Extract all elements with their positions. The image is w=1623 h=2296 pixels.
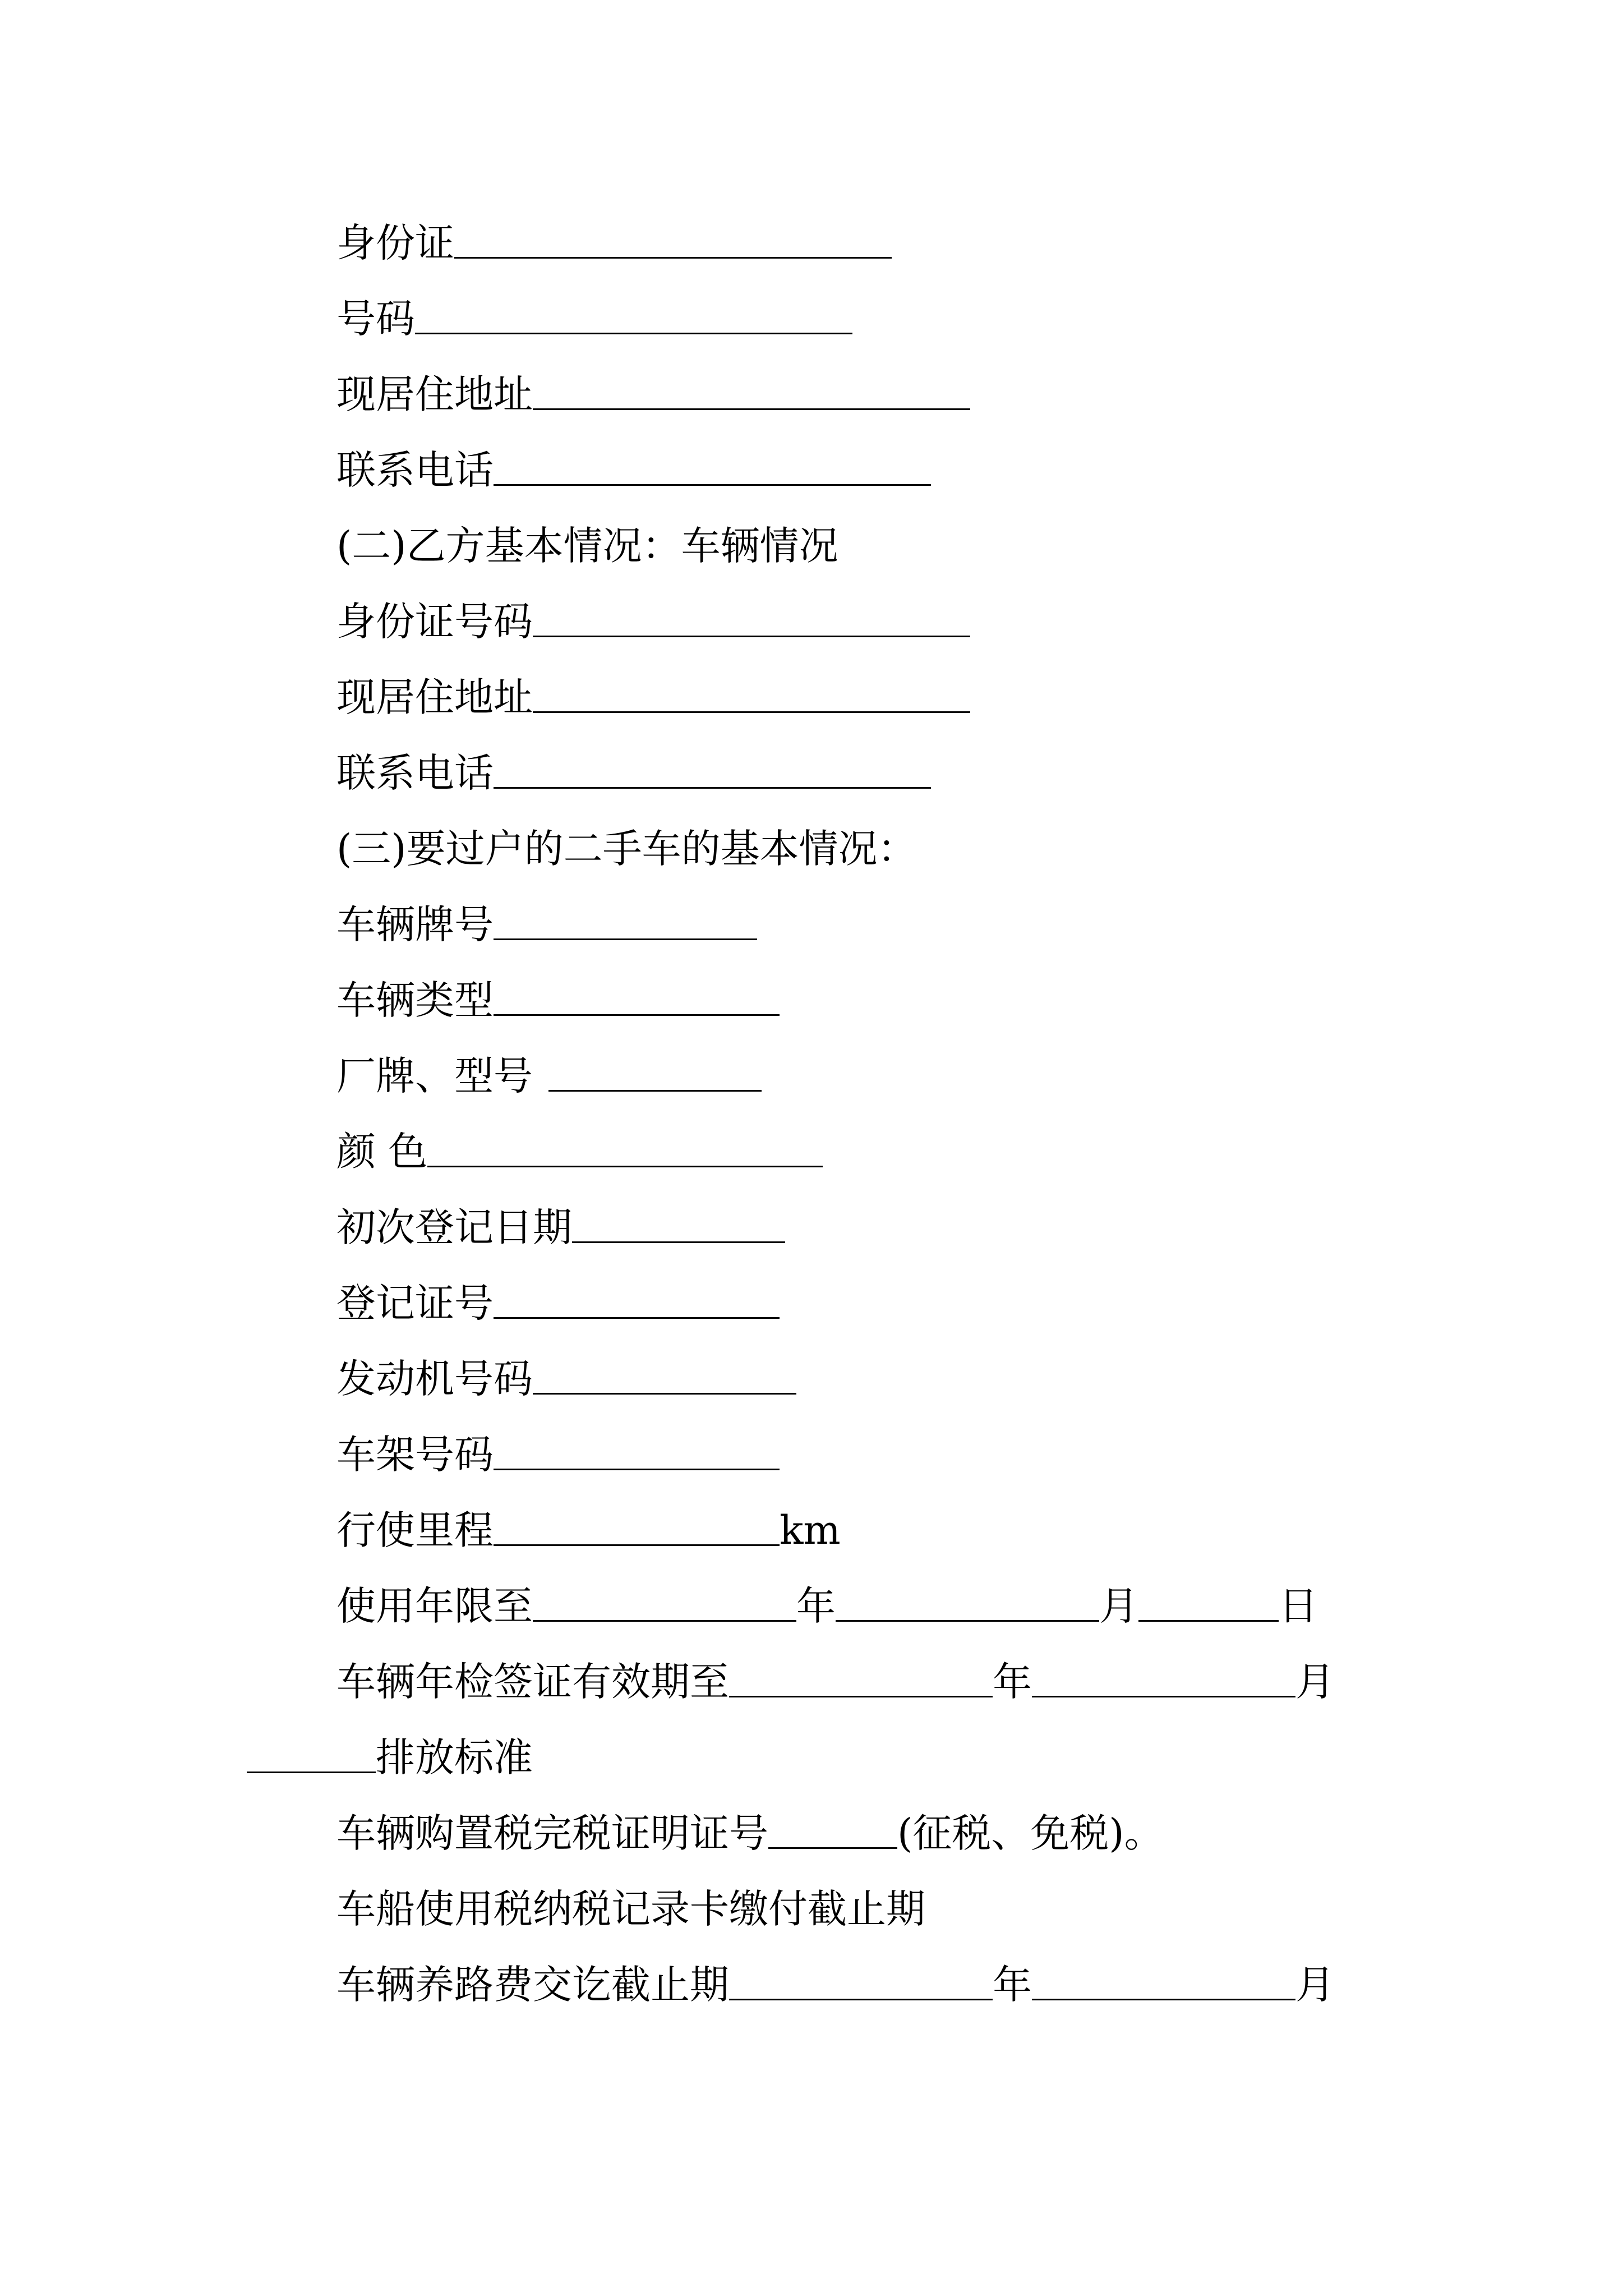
emission-line [247,1724,533,1791]
address-blank [533,379,970,410]
field-label: 号码 [336,296,415,342]
section-heading: (二)乙方基本情况：车辆情况 [336,523,838,569]
field-label: 车辆年检签证有效期至 [336,1659,729,1705]
brand-model-line [336,1042,762,1110]
id-card-blank [454,227,892,259]
field-label: 车辆养路费交讫截止期 [336,1962,729,2008]
registration-cert-blank [494,1287,780,1319]
color-blank [427,1136,823,1167]
field-label: 车辆类型 [336,977,494,1023]
mileage-line [336,1497,841,1564]
first-registration-blank [572,1212,785,1243]
party-b-id-line [336,588,970,655]
color-line [336,1118,823,1185]
first-registration-line [336,1194,785,1261]
month-label: 月 [1295,1962,1335,2008]
id-number-blank [415,303,852,334]
party-b-heading [336,512,838,579]
service-life-day-blank [1138,1590,1279,1622]
mileage-blank [494,1515,780,1546]
party-b-id-blank [533,606,970,637]
year-label: 年 [796,1583,836,1629]
road-fee-year-blank [729,1969,993,2000]
field-label: 行使里程 [336,1507,494,1553]
vehicle-type-blank [494,984,780,1016]
inspection-year-blank [729,1666,993,1697]
address-line [336,361,970,428]
mileage-unit: km [780,1507,841,1553]
day-label: 日 [1279,1583,1318,1629]
field-label: 现居住地址 [336,674,533,720]
party-b-phone-blank [494,757,931,789]
id-card-line [336,209,892,277]
phone-line [336,436,931,504]
plate-blank [494,909,757,940]
section-heading: (三)要过户的二手车的基本情况： [336,826,917,872]
field-label: 车辆购置税完税证明证号 [336,1810,768,1856]
tax-status-note: (征税、免税)。 [897,1810,1164,1856]
party-b-address-blank [533,682,970,713]
field-label: 初次登记日期 [336,1204,572,1250]
emission-blank [247,1742,376,1773]
field-label: 发动机号码 [336,1356,533,1402]
purchase-tax-line [336,1800,1164,1867]
field-label: 联系电话 [336,750,494,796]
id-number-line [336,285,852,352]
inspection-month-blank [1032,1666,1295,1697]
year-label: 年 [993,1659,1032,1705]
party-b-phone-line [336,739,931,807]
phone-blank [494,454,931,486]
frame-number-blank [494,1439,780,1470]
field-label: 厂牌、型号 [336,1053,533,1099]
month-label: 月 [1295,1659,1335,1705]
inspection-line [336,1648,1335,1715]
registration-cert-line [336,1269,780,1337]
brand-model-blank [548,1060,762,1092]
field-label: 登记证号 [336,1280,494,1326]
field-label: 现居住地址 [336,371,533,417]
plate-line [336,891,757,958]
field-label: 身份证 [336,220,454,266]
frame-number-line [336,1421,780,1488]
vehicle-heading [336,815,917,882]
field-label: 使用年限至 [336,1583,533,1629]
field-label: 联系电话 [336,447,494,493]
field-label: 车船使用税纳税记录卡缴付截止期 [336,1886,925,1932]
vehicle-type-line [336,967,780,1034]
year-label: 年 [993,1962,1032,2008]
engine-number-line [336,1345,796,1412]
party-b-address-line [336,664,970,731]
field-label: 排放标准 [376,1734,533,1780]
service-life-line [336,1572,1318,1640]
road-fee-month-blank [1032,1969,1295,2000]
purchase-tax-blank [768,1818,897,1849]
road-fee-line [336,1951,1335,2018]
field-label: 车辆牌号 [336,901,494,947]
service-life-year-blank [533,1590,796,1622]
field-label: 颜 色 [336,1129,428,1175]
vessel-tax-line [336,1875,925,1943]
field-label: 身份证号码 [336,599,533,645]
service-life-month-blank [836,1590,1099,1622]
engine-number-blank [533,1363,796,1395]
field-label: 车架号码 [336,1432,494,1478]
month-label: 月 [1099,1583,1138,1629]
